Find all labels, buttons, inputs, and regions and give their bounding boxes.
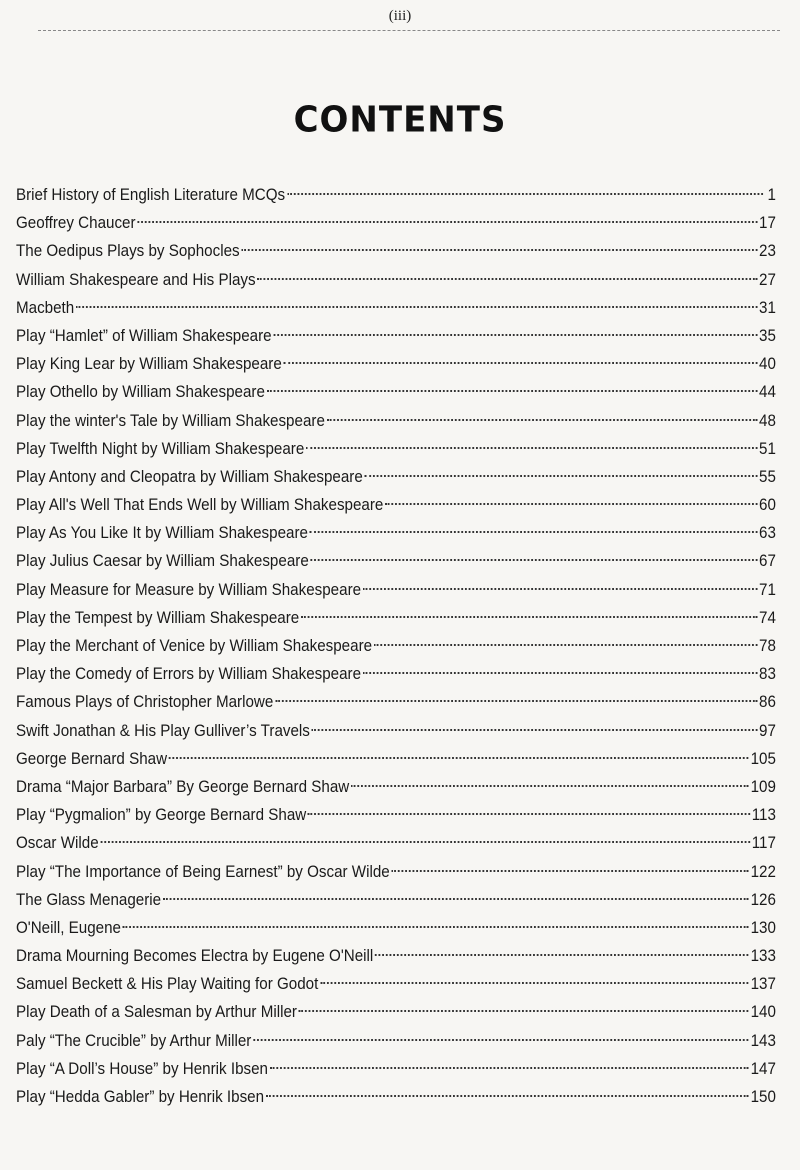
toc-entry-title: The Oedipus Plays by Sophocles xyxy=(16,242,240,261)
toc-entry-title: Play All's Well That Ends Well by William Shakespeare xyxy=(16,496,384,515)
toc-entry[interactable] xyxy=(16,237,776,265)
toc-entry-page: 133 xyxy=(750,947,776,966)
toc-entry-title: Paly “The Crucible” by Arthur Miller xyxy=(16,1031,252,1050)
toc-entry-page: 117 xyxy=(751,834,776,853)
toc-entry-title: Play “Hamlet” of William Shakespeare xyxy=(16,326,272,345)
toc-entry-page: 140 xyxy=(750,1003,776,1022)
toc-entry-title: Play King Lear by William Shakespeare xyxy=(16,355,282,374)
toc-entry[interactable] xyxy=(16,407,776,435)
toc-entry[interactable] xyxy=(16,209,776,237)
toc-leader-dots xyxy=(137,221,757,223)
toc-entry-title: Swift Jonathan & His Play Gulliver’s Travels xyxy=(16,721,310,740)
toc-leader-dots xyxy=(284,362,758,364)
toc-leader-dots xyxy=(312,729,757,731)
toc-entry-page: 67 xyxy=(759,552,776,571)
toc-entry[interactable] xyxy=(16,970,776,998)
toc-entry-title: Oscar Wilde xyxy=(16,834,99,853)
toc-entry-page: 63 xyxy=(759,524,776,543)
toc-entry-title: Drama “Major Barbara” By George Bernard Shaw xyxy=(16,777,350,796)
toc-entry[interactable] xyxy=(16,604,776,632)
toc-entry-page: 44 xyxy=(759,383,776,402)
toc-entry-page: 137 xyxy=(750,975,776,994)
toc-entry[interactable] xyxy=(16,886,776,914)
toc-entry-title: Play “Hedda Gabler” by Henrik Ibsen xyxy=(16,1088,265,1106)
toc-entry-page: 31 xyxy=(759,298,776,317)
toc-entry-title: Play Measure for Measure by William Shakespeare xyxy=(16,580,362,599)
toc-leader-dots xyxy=(101,841,750,843)
toc-entry-page: 97 xyxy=(759,721,776,740)
toc-entry[interactable] xyxy=(16,660,776,688)
toc-entry-page: 105 xyxy=(750,749,776,768)
toc-entry-page: 143 xyxy=(750,1031,776,1050)
toc-entry[interactable] xyxy=(16,688,776,716)
toc-leader-dots xyxy=(311,559,758,561)
toc-entry[interactable] xyxy=(16,801,776,829)
toc-entry-title: Play Death of a Salesman by Arthur Miller xyxy=(16,1003,297,1022)
toc-entry-title: Play “The Importance of Being Earnest” by Oscar Wilde xyxy=(16,862,390,881)
toc-entry-title: O'Neill, Eugene xyxy=(16,918,122,937)
header-rule xyxy=(38,30,780,31)
toc-entry-title: Brief History of English Literature MCQs xyxy=(16,186,286,204)
toc-leader-dots xyxy=(308,813,750,815)
toc-entry[interactable] xyxy=(16,576,776,604)
toc-entry-title: The Glass Menagerie xyxy=(16,890,162,909)
toc-entry-page: 150 xyxy=(750,1088,776,1106)
toc-entry[interactable] xyxy=(16,181,776,209)
toc-entry[interactable] xyxy=(16,914,776,942)
toc-leader-dots xyxy=(375,954,749,956)
toc-entry-page: 1 xyxy=(767,186,776,204)
toc-leader-dots xyxy=(306,447,757,449)
toc-entry[interactable] xyxy=(16,547,776,575)
toc-entry-title: Drama Mourning Becomes Electra by Eugene O'Neill xyxy=(16,947,374,966)
toc-leader-dots xyxy=(365,475,758,477)
toc-entry[interactable] xyxy=(16,632,776,660)
toc-leader-dots xyxy=(123,926,749,928)
toc-entry[interactable] xyxy=(16,350,776,378)
toc-leader-dots xyxy=(270,1067,749,1069)
toc-leader-dots xyxy=(310,531,757,533)
toc-entry-page: 126 xyxy=(750,890,776,909)
toc-entry[interactable] xyxy=(16,491,776,519)
toc-leader-dots xyxy=(351,785,749,787)
table-of-contents xyxy=(16,181,776,1111)
toc-entry-page: 113 xyxy=(751,806,776,825)
toc-entry-title: Play the Merchant of Venice by William Shakespeare xyxy=(16,637,373,655)
toc-leader-dots xyxy=(299,1010,749,1012)
toc-entry-title: Play As You Like It by William Shakespeare xyxy=(16,524,308,543)
toc-entry-page: 23 xyxy=(759,242,776,261)
toc-entry-page: 48 xyxy=(759,411,776,430)
toc-entry[interactable] xyxy=(16,519,776,547)
toc-entry-page: 109 xyxy=(750,777,776,796)
toc-entry[interactable] xyxy=(16,322,776,350)
toc-entry-title: Play Twelfth Night by William Shakespeare xyxy=(16,439,305,458)
toc-leader-dots xyxy=(267,390,757,392)
toc-leader-dots xyxy=(253,1039,749,1041)
toc-entry-title: Play “A Doll’s House” by Henrik Ibsen xyxy=(16,1059,268,1078)
toc-entry-page: 78 xyxy=(759,637,776,655)
toc-leader-dots xyxy=(241,249,757,251)
toc-entry[interactable] xyxy=(16,829,776,857)
toc-entry-title: Play Othello by William Shakespeare xyxy=(16,383,265,402)
toc-entry-page: 55 xyxy=(759,467,776,486)
toc-entry-page: 71 xyxy=(759,580,776,599)
toc-entry[interactable] xyxy=(16,1027,776,1055)
page-number: (iii) xyxy=(388,8,412,24)
page-title: CONTENTS xyxy=(293,99,507,141)
toc-leader-dots xyxy=(363,588,757,590)
toc-leader-dots xyxy=(392,870,749,872)
toc-entry-title: William Shakespeare and His Plays xyxy=(16,270,256,289)
toc-leader-dots xyxy=(76,306,757,308)
toc-entry-title: Play the winter's Tale by William Shakespeare xyxy=(16,411,325,430)
toc-entry[interactable] xyxy=(16,858,776,886)
toc-leader-dots xyxy=(301,616,757,618)
toc-entry-title: Play “Pygmalion” by George Bernard Shaw xyxy=(16,806,307,825)
toc-entry-title: Famous Plays of Christopher Marlowe xyxy=(16,693,274,712)
toc-entry-title: Geoffrey Chaucer xyxy=(16,214,136,233)
toc-leader-dots xyxy=(275,700,757,702)
toc-entry-page: 83 xyxy=(759,665,776,684)
toc-entry-title: George Bernard Shaw xyxy=(16,749,168,768)
toc-entry-page: 35 xyxy=(759,326,776,345)
toc-leader-dots xyxy=(169,757,749,759)
toc-entry-page: 51 xyxy=(759,439,776,458)
toc-leader-dots xyxy=(363,672,757,674)
toc-entry-page: 60 xyxy=(759,496,776,515)
toc-entry-title: Macbeth xyxy=(16,298,75,317)
toc-leader-dots xyxy=(287,193,763,195)
toc-entry[interactable] xyxy=(16,773,776,801)
toc-entry[interactable] xyxy=(16,942,776,970)
toc-leader-dots xyxy=(374,644,757,646)
toc-leader-dots xyxy=(257,278,757,280)
toc-entry[interactable] xyxy=(16,435,776,463)
toc-entry-page: 86 xyxy=(759,693,776,712)
toc-leader-dots xyxy=(320,982,749,984)
toc-entry-page: 122 xyxy=(750,862,776,881)
toc-entry-title: Play the Tempest by William Shakespeare xyxy=(16,608,300,627)
toc-leader-dots xyxy=(163,898,749,900)
toc-entry[interactable] xyxy=(16,378,776,406)
toc-entry-page: 40 xyxy=(759,355,776,374)
toc-entry-page: 27 xyxy=(759,270,776,289)
toc-entry-page: 130 xyxy=(750,918,776,937)
toc-entry[interactable] xyxy=(16,717,776,745)
toc-entry-page: 74 xyxy=(759,608,776,627)
toc-entry[interactable] xyxy=(16,998,776,1026)
toc-entry-page: 17 xyxy=(759,214,776,233)
toc-leader-dots xyxy=(327,419,757,421)
toc-entry[interactable] xyxy=(16,463,776,491)
toc-entry[interactable] xyxy=(16,1055,776,1083)
toc-leader-dots xyxy=(273,334,757,336)
toc-entry-title: Play the Comedy of Errors by William Shakespeare xyxy=(16,665,362,684)
toc-entry-title: Play Julius Caesar by William Shakespeare xyxy=(16,552,309,571)
toc-leader-dots xyxy=(266,1095,749,1097)
toc-entry-page: 147 xyxy=(750,1059,776,1078)
toc-leader-dots xyxy=(385,503,757,505)
toc-entry[interactable] xyxy=(16,1083,776,1111)
toc-entry[interactable] xyxy=(16,266,776,294)
toc-entry-title: Samuel Beckett & His Play Waiting for Godot xyxy=(16,975,319,994)
toc-entry-title: Play Antony and Cleopatra by William Shakespeare xyxy=(16,467,363,486)
toc-entry[interactable] xyxy=(16,294,776,322)
toc-entry[interactable] xyxy=(16,745,776,773)
